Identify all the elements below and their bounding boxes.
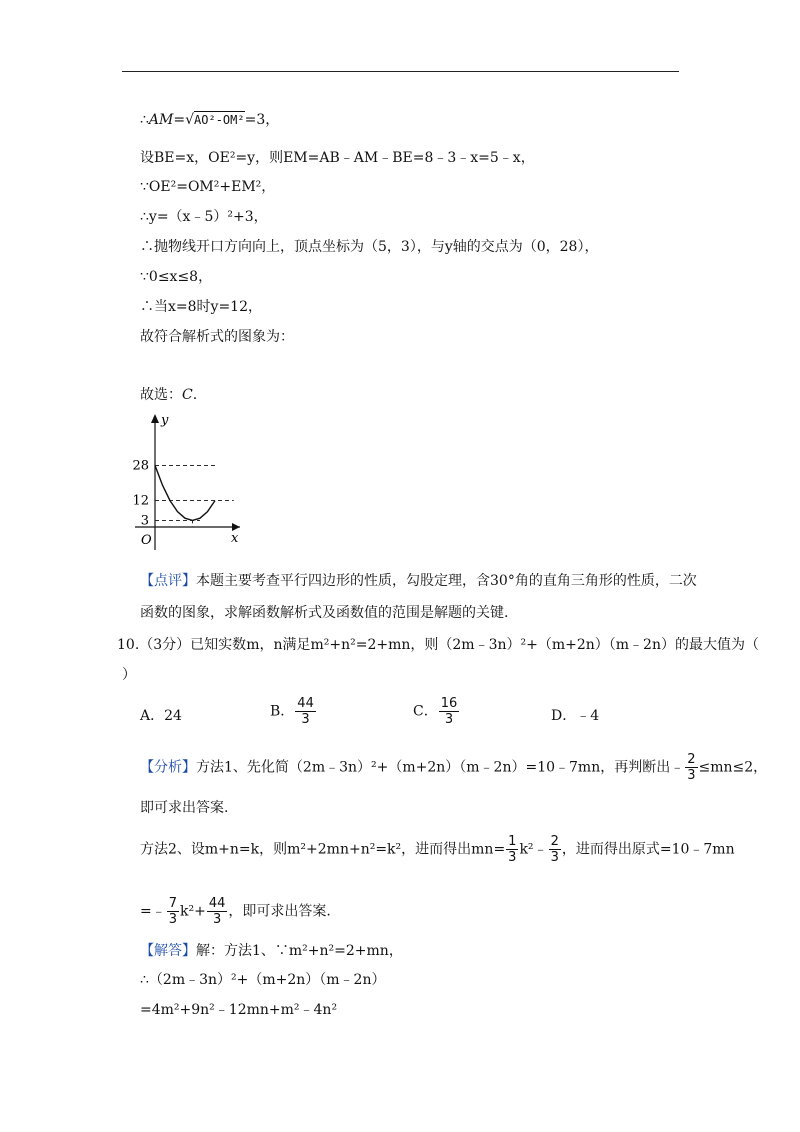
parabola-curve (155, 465, 215, 520)
answer-line-1: 【解答】解：方法1、∵m²+n²=2+mn， (140, 943, 403, 959)
text-line-3: ∵OE²=OM²+EM²， (140, 179, 276, 195)
y-tick-label: 12 (132, 493, 149, 509)
answer-line-3: =4m²+9n²﹣12mn+m²﹣4n² (140, 1002, 338, 1018)
text-line-8: 故符合解析式的图象为： (140, 329, 294, 345)
am-line: ∴AM=√AO²-OM²=3， (140, 112, 280, 128)
text-line-4: ∴y=（x﹣5）²+3， (140, 209, 268, 225)
option-c: C． $\frac{16}{3}$ (413, 696, 458, 727)
option-b: B． $\frac{44}{3}$ (270, 696, 314, 727)
y-tick-labels (132, 458, 149, 528)
y-axis-arrow (151, 414, 159, 423)
y-tick-label: 28 (132, 458, 149, 474)
y-axis-label: y (161, 413, 169, 428)
answer-choice-line: 故选：C. (140, 387, 198, 403)
text-line-2: 设BE=x，OE²=y，则EM=AB﹣AM﹣BE=8﹣3﹣x=5﹣x， (140, 150, 535, 166)
text-line-6: ∵0≤x≤8， (140, 269, 213, 285)
comment-tag: 【点评】 (140, 573, 196, 589)
text-line-7: ∴当x=8时y=12， (140, 299, 262, 315)
answer-line-2: ∴（2m﹣3n）²+（m+2n）（m﹣2n） (140, 972, 386, 988)
analysis-line-2: 即可求出答案. (140, 800, 229, 816)
header-rule (122, 71, 679, 72)
question-10-line-2: ） (122, 667, 136, 683)
analysis-line-3: 方法2、设m+n=k，则m²+2mn+n²=k²，进而得出mn= $\frac{1}{3}$ k²﹣ $\frac{2}{3}$ ，进而得出原式=10﹣7mn (140, 834, 735, 865)
guide-lines (155, 465, 234, 527)
sqrt-expression: √AO²-OM² (185, 112, 245, 128)
parabola-graph (132, 410, 255, 550)
analysis-tag: 【分析】 (140, 759, 196, 776)
question-10-line: 10.（3分）已知实数m，n满足m²+n²=2+mn，则（2m﹣3n）²+（m+2n）（m﹣2n）的最大值为（ (117, 637, 759, 653)
comment-line-2: 函数的图象，求解函数解析式及函数值的范围是解题的关键. (140, 605, 509, 621)
text-line-5: ∴抛物线开口方向向上，顶点坐标为（5，3），与y轴的交点为（0，28）， (140, 239, 599, 255)
x-axis-label: x (231, 531, 239, 546)
comment-line-1: 【点评】本题主要考查平行四边形的性质，勾股定理，含30°角的直角三角形的性质，二次 (140, 573, 697, 589)
option-a: A．24 (140, 708, 182, 724)
analysis-line-4: =﹣ $\frac{7}{3}$ k²+ $\frac{44}{3}$ ，即可求出答案. (140, 896, 331, 927)
answer-tag: 【解答】 (140, 943, 196, 959)
origin-label: O (141, 533, 152, 548)
option-d: D．﹣4 (551, 708, 600, 724)
analysis-line-1: 【分析】方法1、先化简（2m﹣3n）²+（m+2n）（m﹣2n）=10﹣7mn，再判断出﹣ $\frac{2}{3}$ ≤mn≤2， (140, 752, 768, 783)
x-axis-arrow (232, 523, 240, 531)
y-tick-label: 3 (140, 513, 149, 529)
